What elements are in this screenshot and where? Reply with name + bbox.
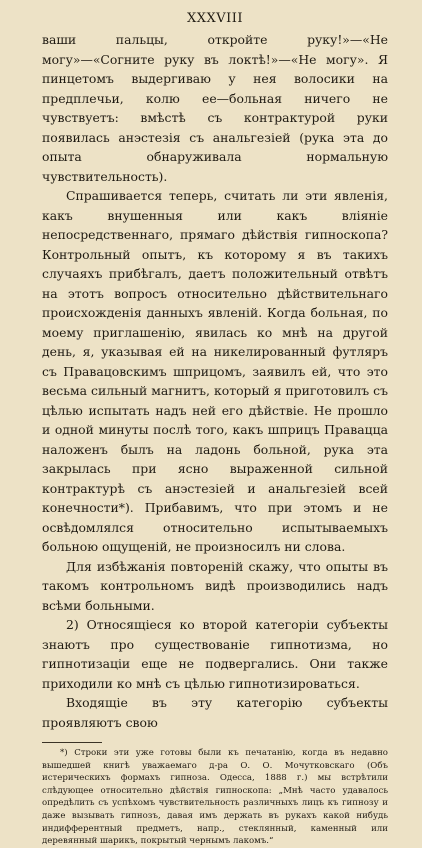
paragraph-5: Входящіе въ эту категорію субъекты проявляютъ свою xyxy=(42,695,388,730)
footnote-text: *) Строки эти уже готовы были къ печатанію, когда въ недавно вышедшей книгѣ уважаемаго д-ра О. О. Мочутковскаго (Объ истерическихъ формахъ гипноза. Одесса, 1888 г.) мы встрѣтили слѣдующее относительно дѣйствія гипноскопа: „Мнѣ часто удавалось опредѣлить съ успѣхомъ чувствительность различныхъ лицъ къ гипнозу и даже вызывать гипнозъ, давая имъ держать въ рукахъ какой нибудь индифферентный предметъ, напр., стеклянный, каменный или деревянный шарикъ, покрытый чернымъ лакомъ.“ xyxy=(42,748,388,847)
page-number: XXXVIII xyxy=(186,11,244,26)
paragraph-3: Для избѣжанія повтореній скажу, что опыты въ такомъ контрольномъ видѣ производились надъ всѣми больными. xyxy=(42,558,388,613)
paragraph-2: Спрашивается теперь, считать ли эти явленія, какъ внушенныя или какъ вліяніе непосредственнаго, прямаго дѣйствія гипноскопа? Контрольный опытъ, къ которому я въ такихъ случаяхъ прибѣгалъ, даетъ положительный отвѣтъ на этотъ вопросъ относительно дѣйствительнаго происхожденія данныхъ явленій. Когда больная, по моему приглашенію, явилась ко мнѣ на другой день, я, указывая ей на никелированный футляръ съ Правацовскимъ шприцомъ, заявилъ ей, что это весьма сильный магнитъ, который я приготовилъ съ цѣлью испытать надъ ней его дѣйствіе. Не прошло и одной минуты послѣ того, какъ шприцъ Правацца наложенъ былъ на ладонь больной, рука эта закрылась при ясно выраженной сильной контрактурѣ съ анэстезіей и анальгезіей всей конечности*). Прибавимъ, что при этомъ и не освѣдомлялся относительно испытываемыхъ больною ощущеній, не произносилъ ни слова. xyxy=(42,188,388,554)
footnote-divider xyxy=(42,742,102,743)
paragraph-4: 2) Относящіеся ко второй категоріи субъекты знаютъ про существованіе гипнотизма, но гипнотизаціи еще не подвергались. Они также приходили ко мнѣ съ цѣлью гипнотизироваться. xyxy=(42,617,388,691)
footnote xyxy=(42,747,388,848)
main-text xyxy=(42,30,388,732)
paragraph-1: ваши пальцы, откройте руку!»—«Не могу»—«Согните руку въ локтѣ!»—«Не могу». Я пинцетомъ выдергиваю у нея волосики на предплечьи, колю ее—больная ничего не чувствуетъ: вмѣстѣ съ контрактурой руки появилась анэстезія съ анальгезіей (рука эта до опыта обнаруживала нормальную чувствительность). xyxy=(42,32,388,184)
